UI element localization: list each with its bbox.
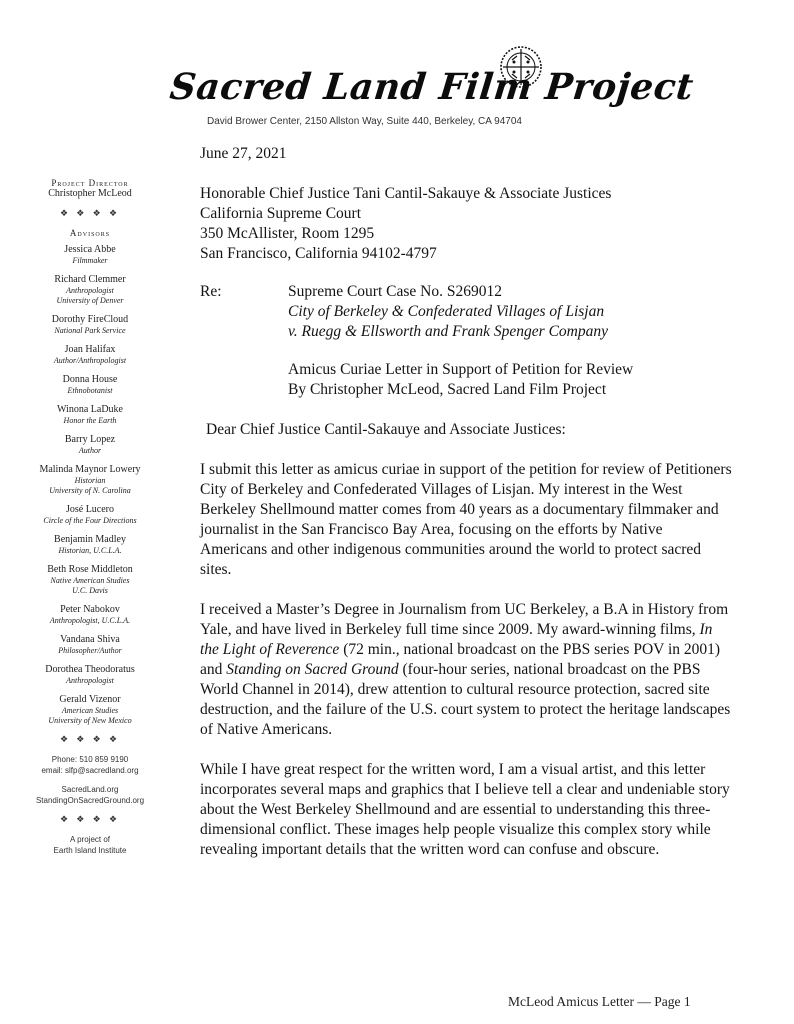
advisor-title: Anthropologist [66, 676, 114, 685]
advisor-title: Author/Anthropologist [53, 356, 127, 365]
organization-logo-title: Sacred Land Film Project [167, 66, 696, 108]
advisor-entry [20, 564, 160, 596]
advisor-affiliation: U.C. Davis [72, 586, 108, 595]
advisor-entry [20, 434, 160, 456]
organization-address: David Brower Center, 2150 Allston Way, Suite 440, Berkeley, CA 94704 [207, 116, 522, 127]
advisor-entry [20, 244, 160, 266]
parent-organization [20, 834, 160, 856]
body-paragraph: While I have great respect for the written word, I am a visual artist, and this letter incorporates several maps and graphics that I believe tell a clear and undeniable story about the West Berkeley Shellmound and are essential to understanding this three-dimensional conflict. These images help people visualize this complex story while revealing important details that the written word can confuse and obscure. [200, 761, 730, 858]
director-heading: Project Director [51, 178, 129, 188]
advisor-title: American Studies [61, 706, 119, 715]
advisor-name: Peter Nabokov [60, 604, 120, 615]
advisor-name: Richard Clemmer [54, 274, 126, 285]
advisor-name: Malinda Maynor Lowery [39, 464, 141, 475]
salutation: Dear Chief Justice Cantil-Sakauye and Associate Justices: [206, 421, 566, 438]
advisor-title: Honor the Earth [63, 416, 117, 425]
website-block [20, 784, 160, 806]
addressee-line: San Francisco, California 94102-4797 [200, 245, 437, 262]
ornament-divider: ❖ ❖ ❖ ❖ [59, 208, 121, 218]
advisor-name: Benjamin Madley [54, 534, 126, 545]
amicus-line: Amicus Curiae Letter in Support of Petition for Review [288, 361, 634, 378]
film-title: Standing on Sacred Ground [226, 661, 399, 678]
film-title: In the Light of Reverence [200, 621, 713, 658]
parent-organization-name: Earth Island Institute [53, 846, 127, 855]
advisor-entry [20, 374, 160, 396]
advisor-name: José Lucero [65, 504, 115, 515]
addressee-line: California Supreme Court [200, 205, 361, 222]
advisor-title: Circle of the Four Directions [43, 516, 137, 525]
website-link: StandingOnSacredGround.org [35, 796, 145, 805]
advisor-name: Dorothea Theodoratus [45, 664, 135, 675]
advisor-affiliation: University of Denver [56, 296, 124, 305]
letterhead [0, 0, 794, 140]
advisors-heading: Advisors [69, 228, 111, 238]
advisor-title: National Park Service [54, 326, 126, 335]
advisor-name: Jessica Abbe [64, 244, 116, 255]
case-caption: City of Berkeley & Confederated Villages of Lisjan [288, 303, 605, 320]
addressee-line: 350 McAllister, Room 1295 [200, 225, 375, 242]
advisor-entry [20, 664, 160, 686]
re-label: Re: [200, 283, 222, 300]
advisor-name: Barry Lopez [64, 434, 116, 445]
phone-number: Phone: 510 859 9190 [51, 755, 129, 764]
advisor-entry [20, 344, 160, 366]
advisor-title: Author [78, 446, 102, 455]
advisor-title: Native American Studies [50, 576, 130, 585]
advisor-title: Historian [74, 476, 106, 485]
body-paragraph [200, 600, 732, 740]
advisor-name: Donna House [62, 374, 118, 385]
amicus-description [288, 360, 732, 400]
page-footer: McLeod Amicus Letter — Page 1 [508, 994, 691, 1009]
advisor-title: Historian, U.C.L.A. [58, 546, 122, 555]
advisor-title: Anthropologist, U.C.L.A. [49, 616, 131, 625]
case-number: Supreme Court Case No. S269012 [288, 283, 502, 300]
advisor-entry [20, 604, 160, 626]
letter-body [200, 144, 732, 860]
advisor-name: Winona LaDuke [57, 404, 123, 415]
advisor-entry [20, 314, 160, 336]
paragraph-text: (four-hour series, national broadcast on the PBS World Channel in 2014), drew attention to cultural resource protection, sacred site destruction, and the failure of the U.S. court system to protect the heritage landscapes of Native Americans. [200, 661, 731, 738]
advisor-name: Vandana Shiva [60, 634, 120, 645]
advisor-name: Dorothy FireCloud [51, 314, 129, 325]
advisor-entry [20, 694, 160, 726]
advisor-title: Ethnobotanist [67, 386, 113, 395]
advisor-affiliation: University of N. Carolina [49, 486, 131, 495]
advisor-entry [20, 274, 160, 306]
re-details [288, 282, 608, 342]
website-link: SacredLand.org [61, 785, 119, 794]
advisor-entry [20, 534, 160, 556]
ornament-divider: ❖ ❖ ❖ ❖ [59, 814, 121, 824]
addressee-block [200, 184, 732, 264]
addressee-line: Honorable Chief Justice Tani Cantil-Sakauye & Associate Justices [200, 185, 612, 202]
case-caption: v. Ruegg & Ellsworth and Frank Spenger Company [288, 323, 609, 340]
advisor-name: Beth Rose Middleton [47, 564, 133, 575]
advisor-entry [20, 504, 160, 526]
letterhead-sidebar [20, 178, 160, 856]
contact-block [20, 754, 160, 776]
project-of-label: A project of [69, 835, 111, 844]
advisor-name: Joan Halifax [64, 344, 116, 355]
paragraph-text: (72 min., national broadcast on the PBS series POV in 2001) and [200, 641, 721, 678]
letter-date: June 27, 2021 [200, 145, 287, 162]
subject-block [200, 282, 732, 342]
advisor-entry [20, 404, 160, 426]
advisor-name: Gerald Vizenor [59, 694, 121, 705]
email-address: email: slfp@sacredland.org [41, 766, 139, 775]
director-name: Christopher McLeod [48, 188, 132, 199]
advisor-entry [20, 464, 160, 496]
body-paragraph: I submit this letter as amicus curiae in support of the petition for review of Petitioners City of Berkeley and Confederated Villages of Lisjan. My interest in the West Berkeley Shellmound matter comes from 40 years as a documentary filmmaker and journalist in the San Francisco Bay Area, focusing on the efforts by Native Americans and other indigenous communities around the world to protect sacred sites. [200, 461, 732, 578]
advisor-title: Philosopher/Author [58, 646, 122, 655]
ornament-divider: ❖ ❖ ❖ ❖ [59, 734, 121, 744]
advisor-affiliation: University of New Mexico [48, 716, 132, 725]
advisor-entry [20, 634, 160, 656]
advisor-title: Filmmaker [72, 256, 108, 265]
advisor-title: Anthropologist [66, 286, 114, 295]
amicus-line: By Christopher McLeod, Sacred Land Film Project [288, 381, 607, 398]
paragraph-text: I received a Master’s Degree in Journalism from UC Berkeley, a B.A in History from Yale, and have lived in Berkeley full time since 2009. My award-winning films, [200, 601, 729, 638]
